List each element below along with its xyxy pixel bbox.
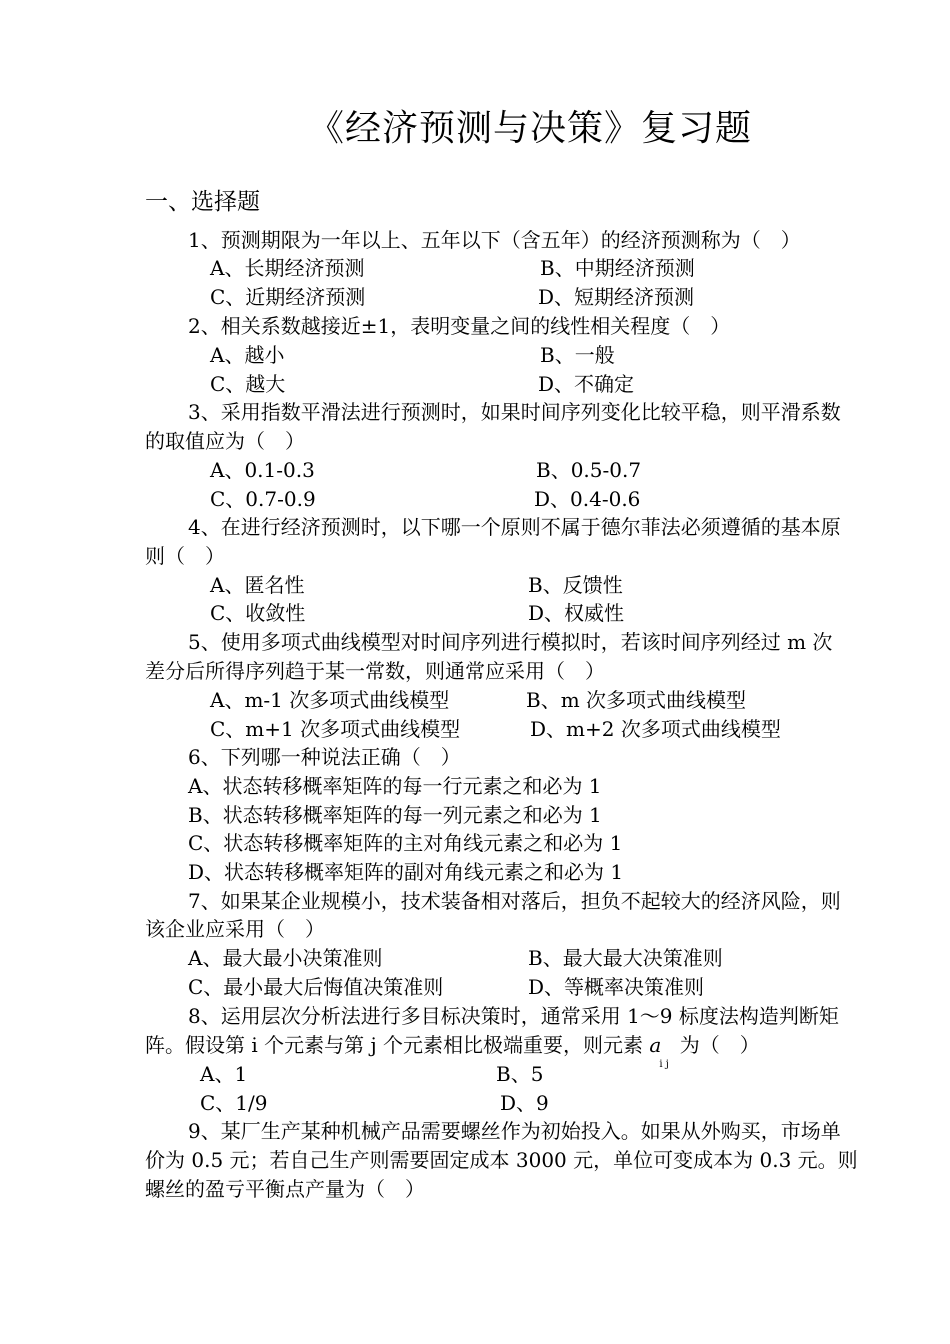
option-3a: A、0.1-0.3	[210, 458, 315, 482]
option-1c: C、近期经济预测	[210, 285, 366, 309]
question-9: 9、某厂生产某种机械产品需要螺丝作为初始投入。如果从外购买，市场单	[188, 1119, 841, 1143]
option-3b: B、0.5-0.7	[536, 458, 642, 482]
option-6b: B、状态转移概率矩阵的每一列元素之和必为 1	[188, 803, 602, 827]
question-2: 2、相关系数越接近±1，表明变量之间的线性相关程度（ ）	[188, 314, 731, 338]
option-8a: A、1	[200, 1062, 248, 1086]
question-1: 1、预测期限为一年以上、五年以下（含五年）的经济预测称为（ ）	[188, 228, 801, 252]
question-4: 4、在进行经济预测时，以下哪一个原则不属于德尔菲法必须遵循的基本原	[188, 515, 841, 539]
matrix-element-a	[649, 1031, 673, 1070]
option-4b: B、反馈性	[528, 573, 623, 597]
option-3c: C、0.7-0.9	[210, 487, 316, 511]
question-6: 6、下列哪一种说法正确（ ）	[188, 745, 461, 769]
matrix-element-subscript: i j	[659, 1059, 669, 1070]
question-3: 3、采用指数平滑法进行预测时，如果时间序列变化比较平稳，则平滑系数	[188, 400, 841, 424]
option-2c: C、越大	[210, 372, 286, 396]
option-8d: D、9	[500, 1091, 549, 1115]
option-3d: D、0.4-0.6	[534, 487, 641, 511]
question-4-cont: 则（ ）	[145, 544, 225, 568]
question-7: 7、如果某企业规模小，技术装备相对落后，担负不起较大的经济风险，则	[188, 889, 841, 913]
option-7d: D、等概率决策准则	[528, 975, 705, 999]
question-5: 5、使用多项式曲线模型对时间序列进行模拟时，若该时间序列经过 m 次	[188, 630, 833, 654]
option-5b: B、m 次多项式曲线模型	[526, 688, 747, 712]
question-5-cont: 差分后所得序列趋于某一常数，则通常应采用（ ）	[145, 659, 605, 683]
matrix-element-var: a	[649, 1033, 662, 1057]
question-8-end: 为（ ）	[679, 1033, 760, 1057]
option-4a: A、匿名性	[210, 573, 305, 597]
question-7-cont: 该企业应采用（ ）	[145, 917, 325, 941]
option-1d: D、短期经济预测	[538, 285, 695, 309]
section-heading: 一、选择题	[145, 189, 260, 215]
question-8: 8、运用层次分析法进行多目标决策时，通常采用 1～9 标度法构造判断矩	[188, 1004, 839, 1028]
option-1a: A、长期经济预测	[210, 256, 365, 280]
option-2b: B、一般	[540, 343, 615, 367]
option-5d: D、m+2 次多项式曲线模型	[530, 717, 781, 741]
option-6c: C、状态转移概率矩阵的主对角线元素之和必为 1	[188, 831, 623, 855]
option-6a: A、状态转移概率矩阵的每一行元素之和必为 1	[188, 774, 602, 798]
question-9-cont: 价为 0.5 元；若自己生产则需要固定成本 3000 元，单位可变成本为 0.3 元。则	[145, 1148, 858, 1172]
option-2d: D、不确定	[538, 372, 635, 396]
question-8-text: 阵。假设第 i 个元素与第 j 个元素相比极端重要，则元素	[145, 1033, 644, 1057]
question-9-cont2: 螺丝的盈亏平衡点产量为（ ）	[145, 1177, 425, 1201]
option-4c: C、收敛性	[210, 601, 306, 625]
option-7b: B、最大最大决策准则	[528, 946, 723, 970]
option-4d: D、权威性	[528, 601, 625, 625]
option-2a: A、越小	[210, 343, 285, 367]
option-7c: C、最小最大后悔值决策准则	[188, 975, 444, 999]
question-8-cont	[145, 1031, 760, 1070]
page-title: 《经济预测与决策》复习题	[307, 108, 752, 149]
option-7a: A、最大最小决策准则	[188, 946, 383, 970]
option-8c: C、1/9	[200, 1091, 268, 1115]
option-1b: B、中期经济预测	[540, 256, 695, 280]
question-3-cont: 的取值应为（ ）	[145, 429, 305, 453]
option-6d: D、状态转移概率矩阵的副对角线元素之和必为 1	[188, 860, 624, 884]
option-5c: C、m+1 次多项式曲线模型	[210, 717, 461, 741]
option-8b: B、5	[496, 1062, 544, 1086]
option-5a: A、m-1 次多项式曲线模型	[210, 688, 450, 712]
